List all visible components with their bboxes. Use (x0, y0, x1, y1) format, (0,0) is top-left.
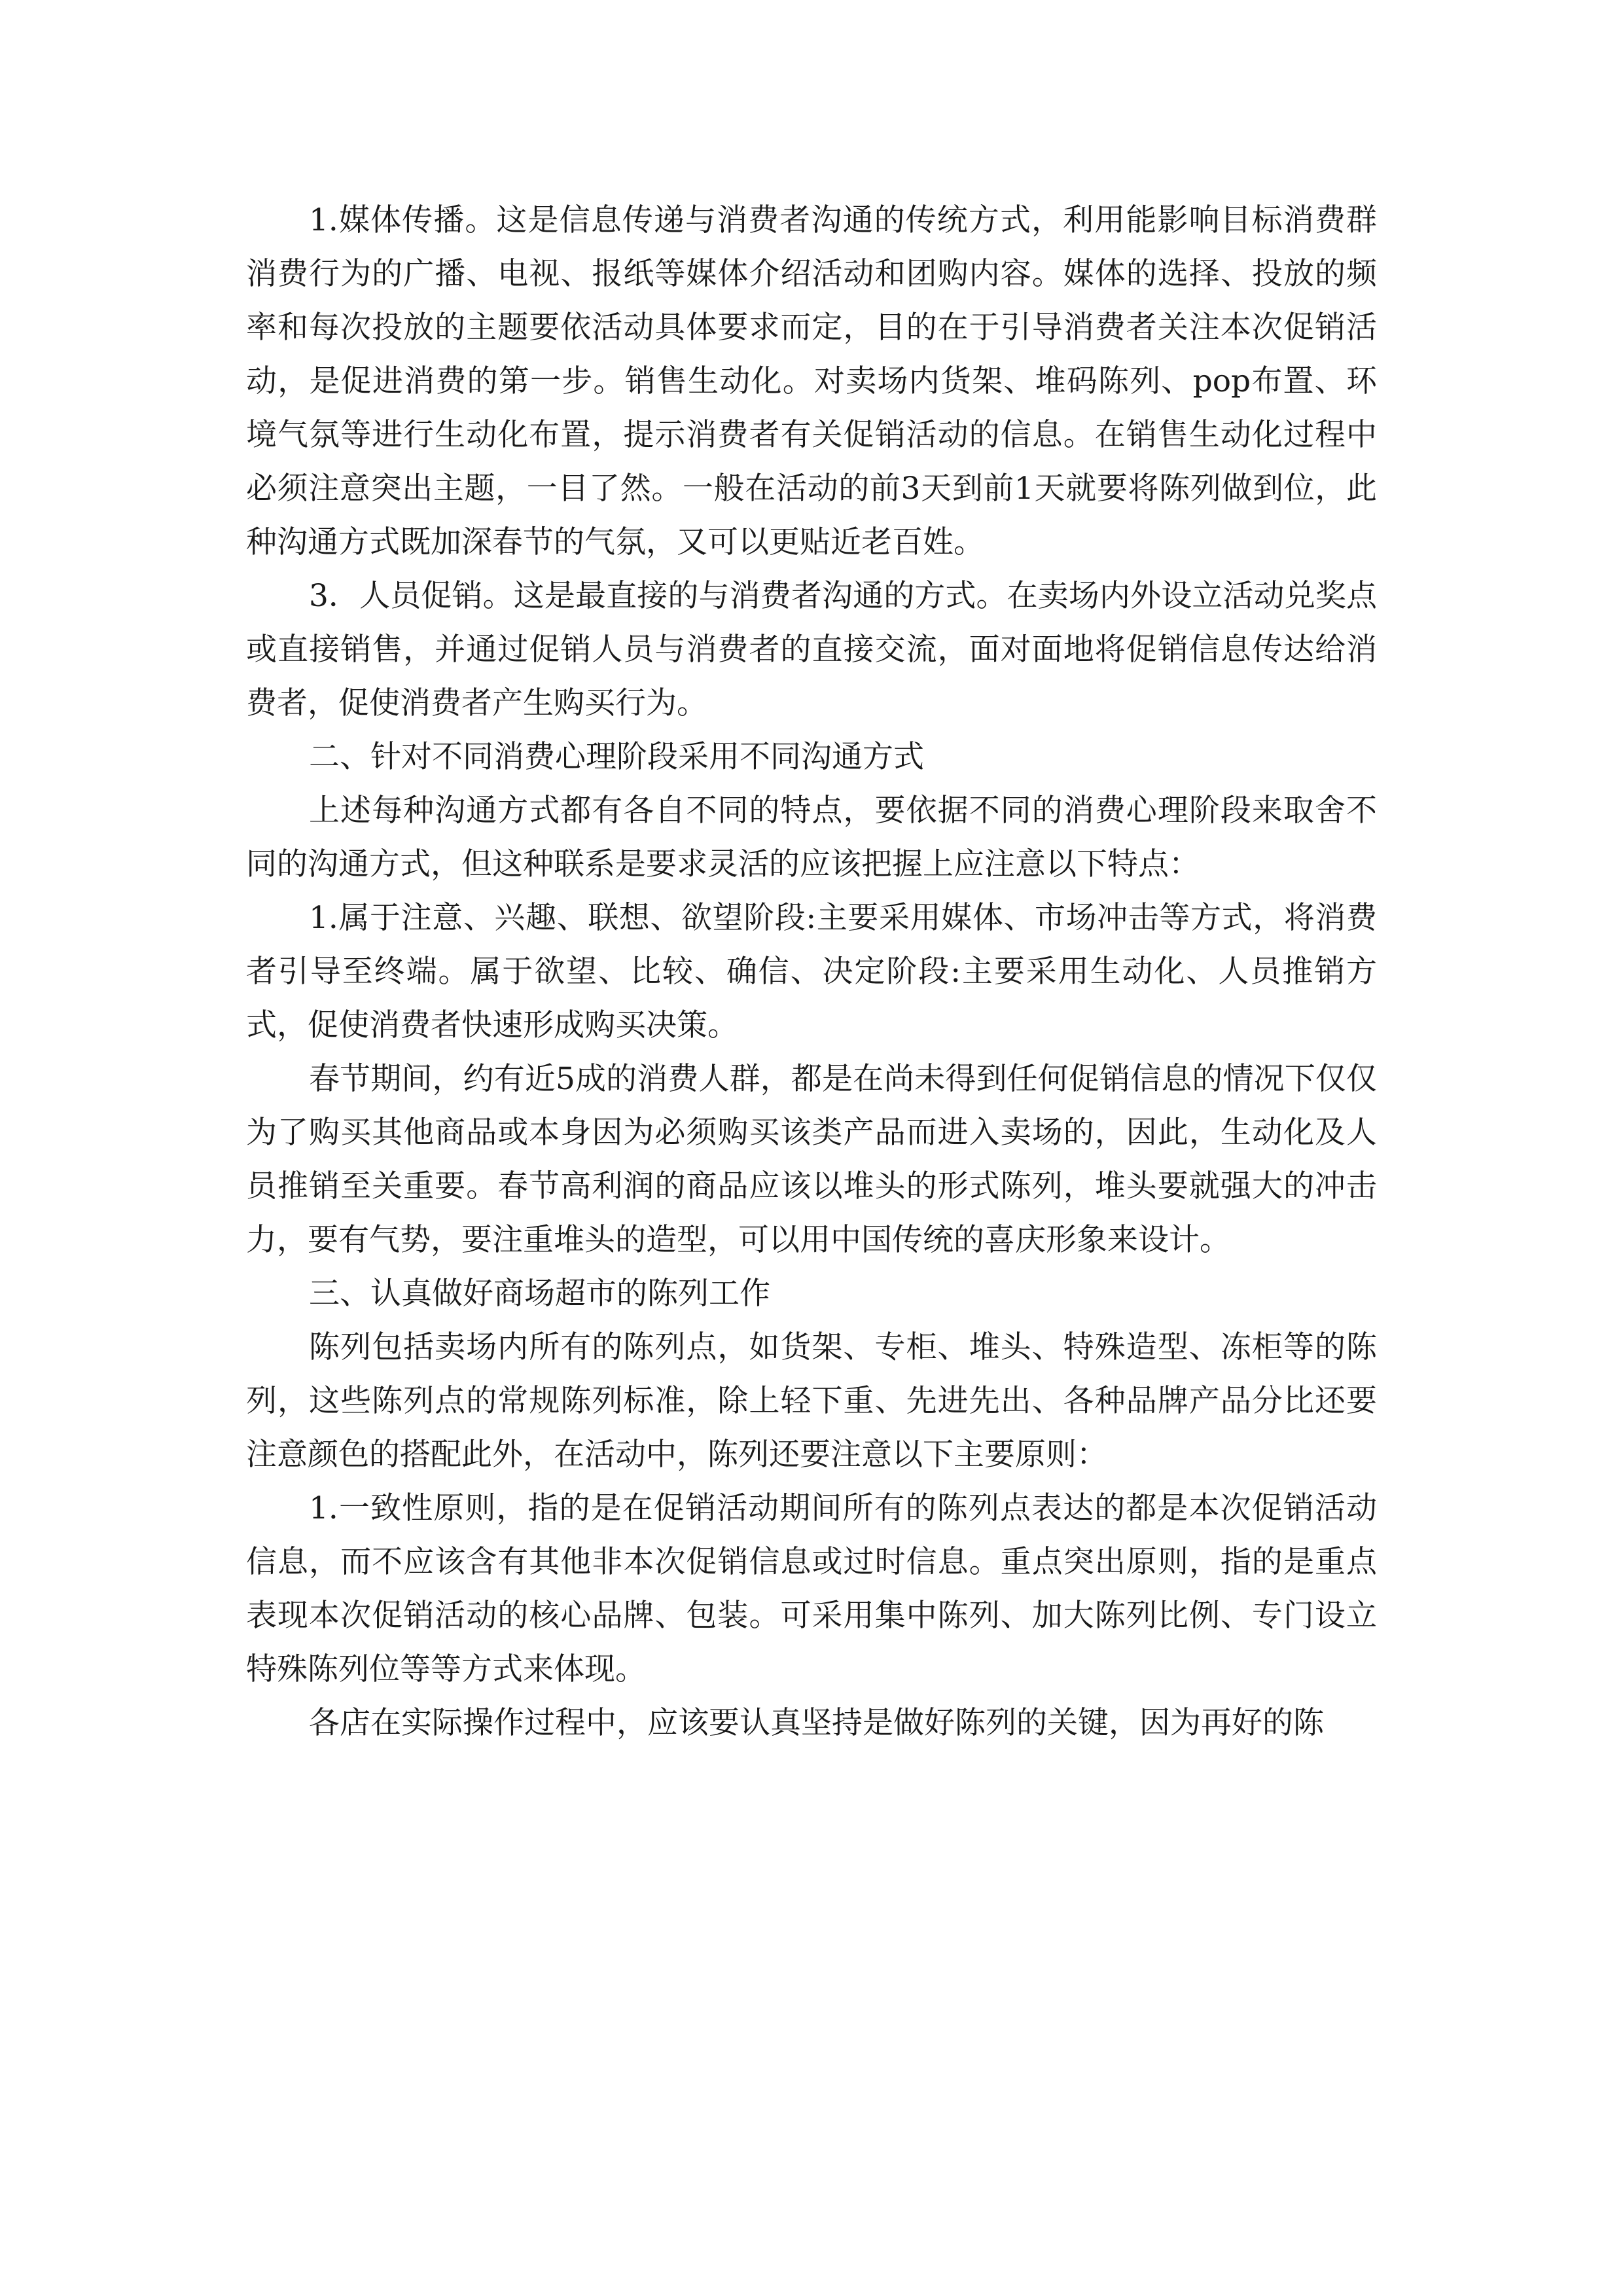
section-heading-two: 二、针对不同消费心理阶段采用不同沟通方式 (309, 739, 924, 775)
document-body (246, 194, 1377, 1750)
paragraph-store-operation: 各店在实际操作过程中，应该要认真坚持是做好陈列的关键，因为再好的陈 (309, 1705, 1324, 1741)
paragraph-spring-festival: 春节期间，约有近5成的消费人群，都是在尚未得到任何促销信息的情况下仅仅为了购买其他商品或本身因为必须购买该类产品而进入卖场的，因此，生动化及人员推销至关重要。春节高利润的商品应该以堆头的形式陈列，堆头要就强大的冲击力，要有气势，要注重堆头的造型，可以用中国传统的喜庆形象来设计。 (246, 1061, 1377, 1258)
paragraph-consumer-stages: 1.属于注意、兴趣、联想、欲望阶段:主要采用媒体、市场冲击等方式，将消费者引导至终端。属于欲望、比较、确信、决定阶段:主要采用生动化、人员推销方式，促使消费者快速形成购买决策。 (246, 900, 1377, 1043)
paragraph-consistency-principle: 1.一致性原则，指的是在促销活动期间所有的陈列点表达的都是本次促销活动信息，而不应该含有其他非本次促销信息或过时信息。重点突出原则，指的是重点表现本次促销活动的核心品牌、包装。可采用集中陈列、加大陈列比例、专门设立特殊陈列位等等方式来体现。 (246, 1490, 1377, 1687)
paragraph-media-promotion: 1.媒体传播。这是信息传递与消费者沟通的传统方式，利用能影响目标消费群消费行为的广播、电视、报纸等媒体介绍活动和团购内容。媒体的选择、投放的频率和每次投放的主题要依活动具体要求而定，目的在于引导消费者关注本次促销活动，是促进消费的第一步。销售生动化。对卖场内货架、堆码陈列、pop布置、环境气氛等进行生动化布置，提示消费者有关促销活动的信息。在销售生动化过程中必须注意突出主题，一目了然。一般在活动的前3天到前1天就要将陈列做到位，此种沟通方式既加深春节的气氛，又可以更贴近老百姓。 (246, 202, 1377, 560)
paragraph-display-points: 陈列包括卖场内所有的陈列点，如货架、专柜、堆头、特殊造型、冻柜等的陈列，这些陈列点的常规陈列标准，除上轻下重、先进先出、各种品牌产品分比还要注意颜色的搭配此外，在活动中，陈列还要注意以下主要原则： (246, 1329, 1377, 1473)
section-heading-three: 三、认真做好商场超市的陈列工作 (309, 1276, 770, 1312)
paragraph-personnel-promotion: 3．人员促销。这是最直接的与消费者沟通的方式。在卖场内外设立活动兑奖点或直接销售，并通过促销人员与消费者的直接交流，面对面地将促销信息传达给消费者，促使消费者产生购买行为。 (246, 578, 1377, 721)
paragraph-communication-methods: 上述每种沟通方式都有各自不同的特点，要依据不同的消费心理阶段来取舍不同的沟通方式，但这种联系是要求灵活的应该把握上应注意以下特点： (246, 793, 1377, 882)
